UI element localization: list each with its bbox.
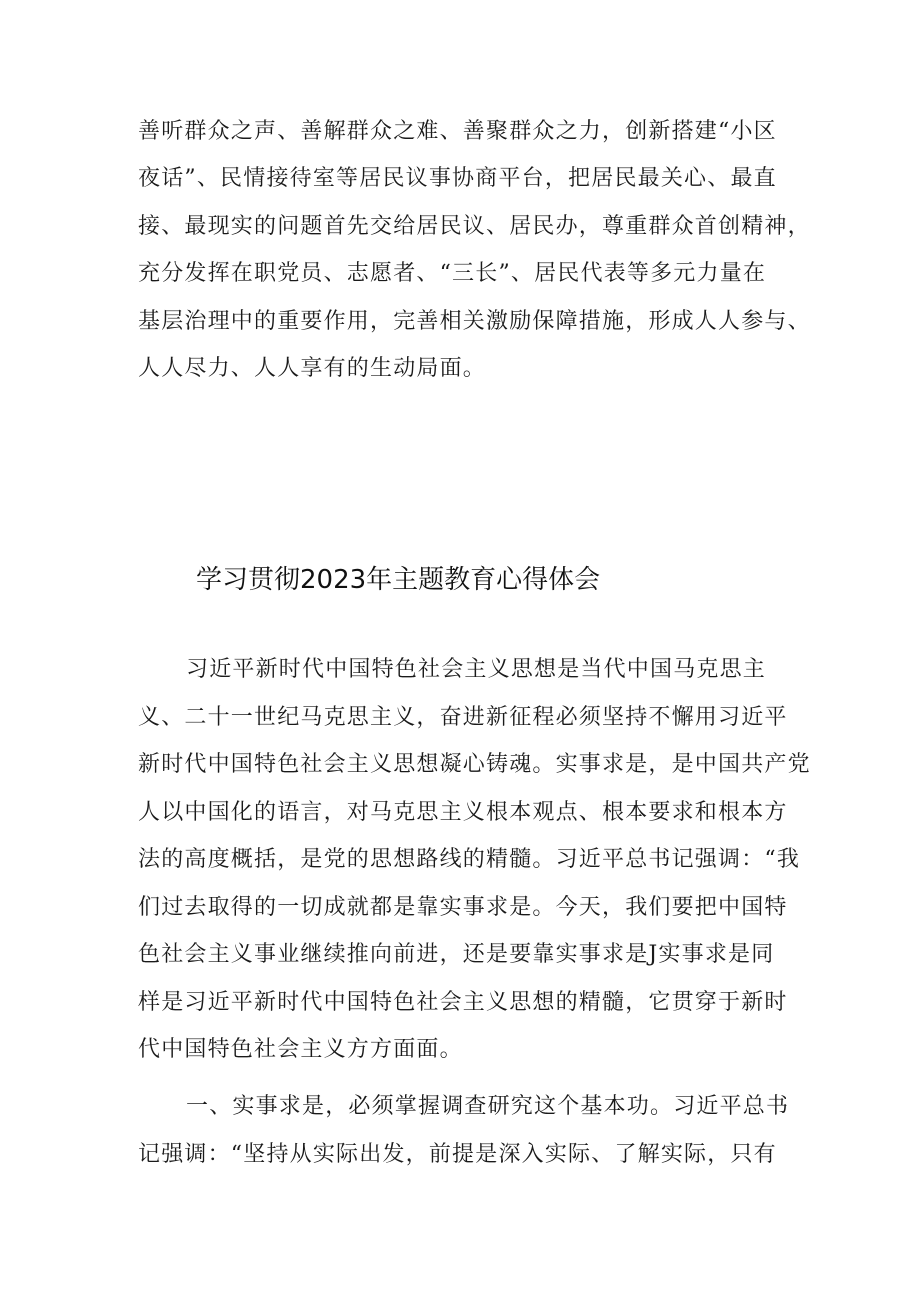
paragraph-line: 接、最现实的问题首先交给居民议、居民办，尊重群众首创精神， (138, 214, 811, 239)
paragraph-line: 基层治理中的重要作用，完善相关激励保障措施，形成人人参与、 (138, 309, 811, 334)
paragraph-line: 人以中国化的语言，对马克思主义根本观点、根本要求和根本方 (138, 800, 788, 825)
paragraph-line: 记强调：“坚持从实际出发，前提是深入实际、了解实际，只有 (138, 1142, 777, 1167)
paragraph-line: 们过去取得的一切成就都是靠实事求是。今天，我们要把中国特 (138, 895, 788, 920)
paragraph-line: 一、实事求是，必须掌握调查研究这个基本功。习近平总书 (186, 1094, 790, 1119)
paragraph-line: 法的高度概括，是党的思想路线的精髓。习近平总书记强调：“我 (138, 847, 801, 872)
article-title: 学习贯彻2023年主题教育心得体会 (196, 565, 601, 595)
paragraph-line: 样是习近平新时代中国特色社会主义思想的精髓，它贯穿于新时 (138, 990, 788, 1015)
paragraph-line: 色社会主义事业继续推向前进，还是要靠实事求是J实事求是同 (138, 942, 775, 967)
paragraph-line: 代中国特色社会主义方方面面。 (138, 1037, 463, 1062)
paragraph-line: 习近平新时代中国特色社会主义思想是当代中国马克思主 (186, 657, 767, 682)
paragraph-line: 夜话”、民情接待室等居民议事协商平台，把居民最关心、最直 (138, 166, 777, 191)
paragraph-line: 善听群众之声、善解群众之难、善聚群众之力，创新搭建“小区 (138, 119, 777, 144)
paragraph-line: 新时代中国特色社会主义思想凝心铸魂。实事求是，是中国共产党 (138, 752, 811, 777)
paragraph-line: 充分发挥在职党员、志愿者、“三长”、居民代表等多元力量在 (138, 261, 767, 286)
paragraph-line: 义、二十一世纪马克思主义，奋进新征程必须坚持不懈用习近平 (138, 705, 788, 730)
paragraph-line: 人人尽力、人人享有的生动局面。 (138, 356, 487, 381)
